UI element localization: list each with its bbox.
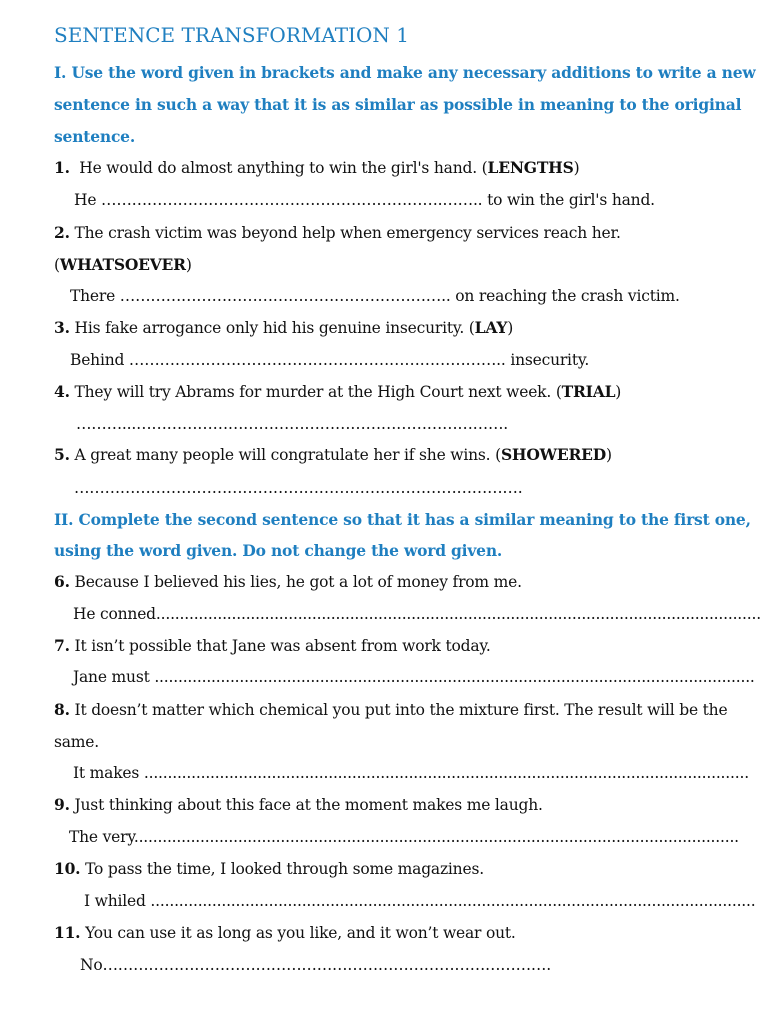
item-number: 2.: [54, 223, 70, 242]
item-2-keyword-line: (WHATSOEVER): [54, 255, 192, 274]
item-3: 3. His fake arrogance only hid his genuine insecurity. (LAY): [54, 318, 514, 337]
answer-line-4[interactable]: ………...……………………………………………………………….: [76, 415, 509, 433]
item-sentence: The crash victim was beyond help when emergency services reach her.: [74, 224, 621, 242]
item-keyword: WHATSOEVER: [59, 255, 186, 274]
answer-line-2[interactable]: There ……………………………………………………….. on reaching the crash victim.: [70, 287, 680, 305]
item-number: 3.: [54, 318, 70, 337]
item-number: 9.: [54, 795, 70, 814]
item-sentence: They will try Abrams for murder at the High Court next week.: [74, 383, 552, 401]
section1-instruction-line-2: sentence in such a way that it is as similar as possible in meaning to the original: [54, 95, 742, 114]
answer-line-11[interactable]: No…………………………………………………………………………….: [80, 956, 551, 974]
item-8: [54, 699, 727, 721]
answer-line-5[interactable]: …………………………………………………………………………….: [74, 479, 523, 497]
item-number: 4.: [54, 382, 70, 401]
item-8-continuation: same.: [54, 733, 99, 751]
item-keyword: SHOWERED: [500, 445, 607, 464]
answer-line-3[interactable]: Behind ……………………………………………………………….. insecurity.: [70, 351, 590, 369]
item-number: 5.: [54, 445, 70, 464]
answer-line-9[interactable]: The very................................................................................................................................: [69, 828, 739, 846]
item-number: 7.: [54, 636, 70, 655]
item-1: 1. He would do almost anything to win the girl's hand. (LENGTHS): [54, 158, 580, 177]
section2-instruction-line-1: II. Complete the second sentence so that it has a similar meaning to the first one,: [54, 510, 751, 529]
item-6: [54, 571, 522, 593]
item-number: 6.: [54, 572, 70, 591]
answer-line-10[interactable]: I whiled ................................................................................................................................: [84, 892, 756, 910]
item-sentence: His fake arrogance only hid his genuine insecurity.: [74, 319, 465, 337]
item-sentence: He would do almost anything to win the girl's hand.: [79, 159, 477, 177]
item-sentence: It doesn’t matter which chemical you put into the mixture first. The result will be the: [74, 701, 728, 719]
item-keyword: LAY: [474, 318, 508, 337]
item-number: 11.: [54, 923, 81, 942]
section2-instruction-line-2: using the word given. Do not change the word given.: [54, 541, 503, 560]
answer-line-1[interactable]: He ………………………………………………………….…….. to win the girl's hand.: [74, 191, 655, 209]
item-5: 5. A great many people will congratulate her if she wins. (SHOWERED): [54, 445, 612, 464]
item-number: 10.: [54, 859, 81, 878]
item-sentence: Because I believed his lies, he got a lot of money from me.: [74, 573, 522, 591]
item-9: [54, 794, 543, 816]
item-sentence: A great many people will congratulate her if she wins.: [74, 446, 491, 464]
answer-line-6[interactable]: He conned................................................................................................................................: [73, 605, 761, 623]
item-11: [54, 922, 516, 944]
answer-line-8[interactable]: It makes ................................................................................................................................: [73, 764, 749, 782]
item-10: [54, 858, 484, 880]
page-title: SENTENCE TRANSFORMATION 1: [54, 23, 409, 47]
item-number: 8.: [54, 700, 70, 719]
item-sentence: To pass the time, I looked through some magazines.: [85, 860, 484, 878]
item-sentence: You can use it as long as you like, and it won’t wear out.: [85, 924, 516, 942]
item-number: 1.: [54, 158, 70, 177]
item-sentence: Just thinking about this face at the moment makes me laugh.: [74, 796, 543, 814]
item-sentence: It isn’t possible that Jane was absent from work today.: [74, 637, 491, 655]
item-4: 4. They will try Abrams for murder at the High Court next week. (TRIAL): [54, 382, 622, 401]
item-2: [54, 222, 621, 244]
section1-instruction-line-1: I. Use the word given in brackets and make any necessary additions to write a new: [54, 63, 756, 82]
answer-line-7[interactable]: Jane must ...............................................................................................................................: [73, 668, 755, 686]
item-keyword: LENGTHS: [487, 158, 574, 177]
item-7: [54, 635, 491, 657]
section1-instruction-line-3: sentence.: [54, 127, 136, 146]
item-keyword: TRIAL: [561, 382, 616, 401]
